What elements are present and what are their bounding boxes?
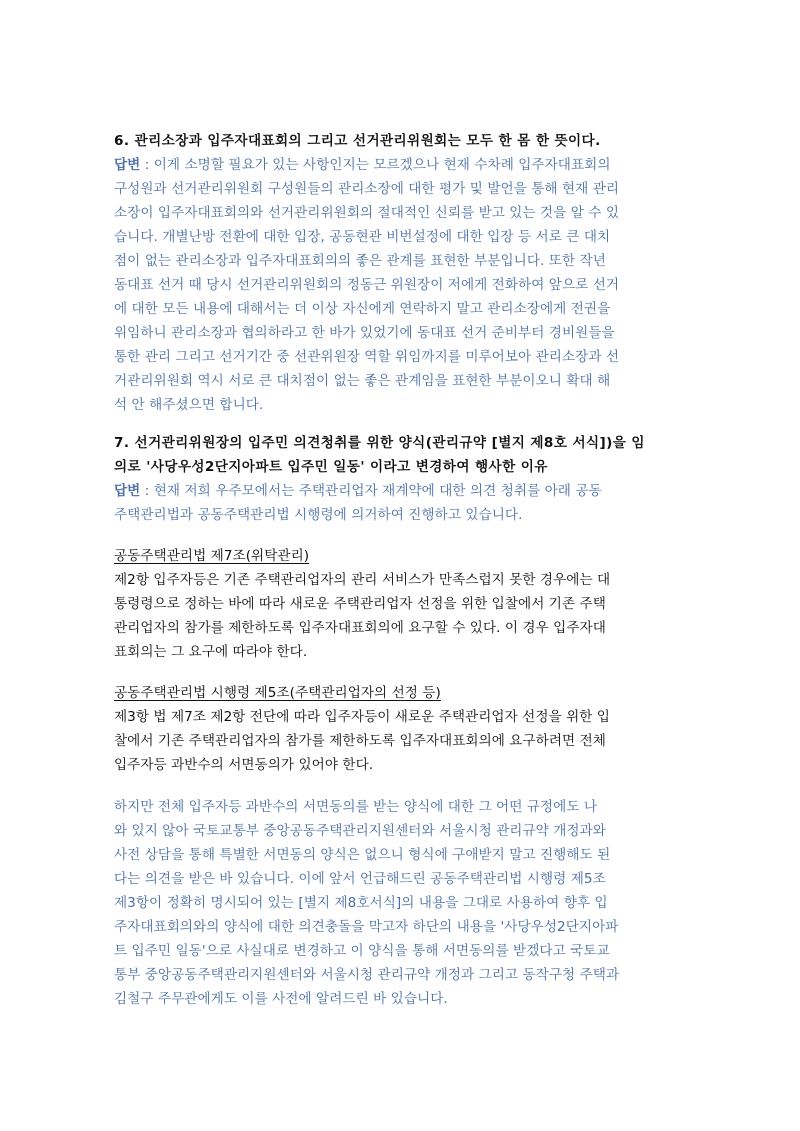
- answer-label: 답변: [114, 483, 141, 499]
- section-7: [114, 431, 694, 527]
- closing-line: 주자대표회의와의 양식에 대한 의견충돌을 막고자 하단의 내용을 '사당우성2단지아파: [114, 919, 619, 935]
- law-2-title: 공동주택관리법 시행령 제5조(주택관리업자의 선정 등): [114, 685, 441, 701]
- section-6: [114, 129, 694, 417]
- law-1-line: 통령령으로 정하는 바에 따라 새로운 주택관리업자 선정을 위한 입찰에서 기존 주택: [114, 596, 606, 612]
- closing-line: 다는 의견을 받은 바 있습니다. 이에 앞서 언급해드린 공동주택관리법 시행령 제5조: [114, 871, 606, 887]
- section-6-answer-line: 거관리위원회 역시 서로 큰 대치점이 없는 좋은 관계임을 표현한 부분이오니 확대 해: [114, 373, 611, 389]
- section-7-answer-line: 답변 : 현재 저희 우주모에서는 주택관리업자 재계약에 대한 의견 청취를 아래 공동: [114, 483, 602, 499]
- law-2-line: 찰에서 기존 주택관리업자의 참가를 제한하도록 입주자대표회의에 요구하려면 전체: [114, 733, 606, 749]
- section-6-answer-line: 에 대한 모든 내용에 대해서는 더 이상 자신에게 연락하지 말고 관리소장에게 전권을: [114, 301, 611, 317]
- section-6-heading: 6. 관리소장과 입주자대표회의 그리고 선거관리위원회는 모두 한 몸 한 뜻이다.: [114, 133, 601, 149]
- law-1-line: 관리업자의 참가를 제한하도록 입주자대표회의에 요구할 수 있다. 이 경우 입주자대: [114, 620, 606, 636]
- law-article-2: [114, 681, 694, 777]
- section-6-answer-line: 답변 : 이게 소명할 필요가 있는 사항인지는 모르겠으나 현재 수차례 입주자대표회의: [114, 157, 611, 173]
- section-7-heading: 7. 선거관리위원장의 입주민 의견청취를 위한 양식(관리규약 [별지 제8호 서식])을 임: [114, 435, 645, 451]
- section-6-answer-line: 통한 관리 그리고 선거기간 중 선관위원장 역할 위임까지를 미루어보아 관리소장과 선: [114, 349, 620, 365]
- closing-line: 통부 중앙공동주택관리지원센터와 서울시청 관리규약 개정과 그리고 동작구청 주택과: [114, 967, 620, 983]
- section-6-answer-line: 석 안 해주셨으면 합니다.: [114, 397, 264, 413]
- law-2-line: 입주자등 과반수의 서면동의가 있어야 한다.: [114, 757, 374, 773]
- section-6-answer-line: 점이 없는 관리소장과 입주자대표회의의 좋은 관계를 표현한 부분입니다. 또한 작년: [114, 253, 606, 269]
- closing-line: 제3항이 정확히 명시되어 있는 [별지 제8호서식]의 내용을 그대로 사용하여 향후 입: [114, 895, 608, 911]
- section-6-answer-line: 소장이 입주자대표회의와 선거관리위원회의 절대적인 신뢰를 받고 있는 것을 알 수 있: [114, 205, 620, 221]
- section-7-heading: 의로 '사당우성2단지아파트 입주민 일동' 이라고 변경하여 행사한 이유: [114, 459, 548, 475]
- closing-line: 하지만 전체 입주자등 과반수의 서면동의를 받는 양식에 대한 그 어떤 규정에도 나: [114, 799, 598, 815]
- law-1-line: 제2항 입주자등은 기존 주택관리업자의 관리 서비스가 만족스럽지 못한 경우에는 대: [114, 572, 611, 588]
- section-6-answer-line: 구성원과 선거관리위원회 구성원들의 관리소장에 대한 평가 및 발언을 통해 현재 관리: [114, 181, 620, 197]
- section-6-answer-line: 동대표 선거 때 당시 선거관리위원회의 정동근 위원장이 저에게 전화하여 앞으로 선거: [114, 277, 620, 293]
- closing-line: 와 있지 않아 국토교통부 중앙공동주택관리지원센터와 서울시청 관리규약 개정과와: [114, 823, 606, 839]
- law-article-1: [114, 544, 694, 664]
- closing-paragraph: [114, 795, 694, 1011]
- law-1-line: 표회의는 그 요구에 따라야 한다.: [114, 644, 308, 660]
- law-1-title: 공동주택관리법 제7조(위탁관리): [114, 548, 310, 564]
- closing-line: 사전 상담을 통해 특별한 서면동의 양식은 없으니 형식에 구애받지 말고 진행해도 된: [114, 847, 611, 863]
- closing-line: 트 입주민 일동'으로 사실대로 변경하고 이 양식을 통해 서면동의를 받겠다고 국토교: [114, 943, 610, 959]
- section-6-answer-line: 습니다. 개별난방 전환에 대한 입장, 공동현관 비번설정에 대한 입장 등 서로 큰 대치: [114, 229, 611, 245]
- law-2-line: 제3항 법 제7조 제2항 전단에 따라 입주자등이 새로운 주택관리업자 선정을 위한 입: [114, 709, 610, 725]
- section-7-answer-line: 주택관리법과 공동주택관리법 시행령에 의거하여 진행하고 있습니다.: [114, 507, 523, 523]
- closing-line: 김철구 주무관에게도 이를 사전에 알려드린 바 있습니다.: [114, 991, 448, 1007]
- section-6-answer-line: 위임하니 관리소장과 협의하라고 한 바가 있었기에 동대표 선거 준비부터 경비원들을: [114, 325, 615, 341]
- answer-label: 답변: [114, 157, 141, 173]
